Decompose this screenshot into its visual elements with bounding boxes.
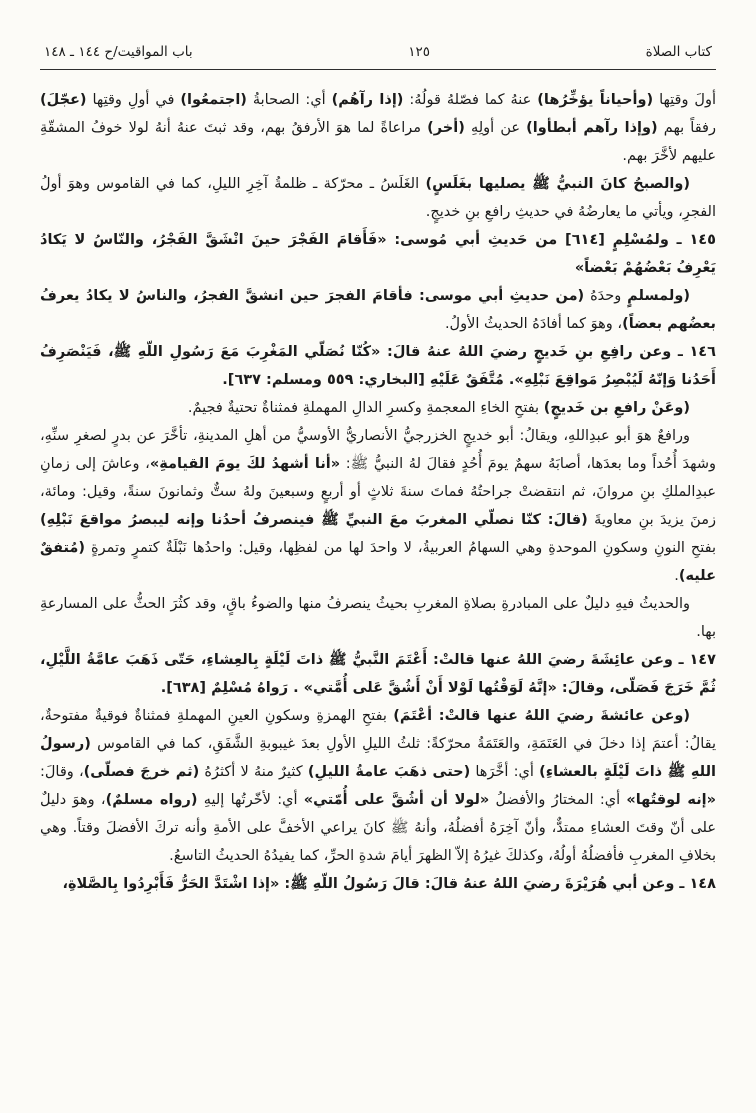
paragraph: [40, 394, 716, 422]
commentary-text-run: وحدَهُ: [584, 288, 628, 304]
commentary-text-run: رفقاً بهم: [657, 120, 716, 136]
body-text: [40, 86, 716, 898]
hadith-text-run: (والصبحُ كانَ النبيُّ ﷺ يصليها بغَلَسٍ): [425, 176, 690, 192]
paragraph: [40, 590, 716, 646]
commentary-text-run: .: [674, 568, 679, 584]
commentary-text-run: والحديثُ فيهِ دليلٌ على المبادرةِ بصلاةِ المغربِ بحيثُ ينصرفُ منها والضوءُ باقٍ، وقد كثُرَ الحثُّ على المسارعةِ بها.: [40, 596, 716, 640]
paragraph: [40, 422, 716, 590]
commentary-text-run: أولَ وقتِها: [653, 92, 717, 108]
hadith-text-run: «أنا أشهدُ لكَ يومَ القيامةِ»: [149, 456, 341, 472]
hadith-text-run: (إذا رآهُم): [331, 92, 404, 108]
paragraph: [40, 282, 716, 338]
commentary-text-run: عن أولِهِ: [464, 120, 527, 136]
book-title: كتاب الصلاة: [645, 44, 712, 60]
hadith-text-run: (من حديثِ أبي موسى: فأقامَ الفجرَ حين انشقَّ الفجرُ، والناسُ لا يكادُ يعرفُ بعضُهم بعضاً): [40, 288, 716, 332]
paragraph: [40, 86, 716, 170]
commentary-text-run: كثيرٌ منهُ لا أكثرُهُ: [199, 764, 308, 780]
hadith-text-run: «إنه لوقتُها»: [626, 792, 716, 808]
hadith-text-run: (مُتفقٌ عليه): [40, 540, 716, 584]
commentary-text-run: أي: الصحابةُ: [246, 92, 332, 108]
hadith-text-run: (رواه مسلمٌ): [105, 792, 198, 808]
commentary-text-run: ، وقالَ:: [40, 764, 84, 780]
hadith-text-run: (رسولُ اللهِ ﷺ ذاتَ لَيْلَةٍ بالعشاءِ): [40, 736, 716, 780]
commentary-text-run: أي: لأخّرتُها إليهِ: [197, 792, 304, 808]
page-header: [40, 44, 716, 70]
commentary-text-run: بفتحِ النونِ وسكونِ الموحدةِ وهي السهامُ العربيةُ، لا واحدَ لها من لفظِها، وقيل: واحدُها نَبْلَةٌ كتمرٍ وتمرةٍ: [85, 540, 716, 556]
commentary-text-run: ، وهوَ دليلٌ على أنّ وقتَ العشاءِ ممتدٌّ، وأنّ آخِرَهُ أفضلُهُ، وأنهُ ﷺ كانَ يراعي الأخفَّ على الأمةِ وأنه تركَ الأفضلَ وقتاً. وهي بخلافِ المغربِ فأفضلُهُ أولُهُ، وكذلكَ غيرُهُ إلاّ الظهرَ أيامَ شدةِ الحرِّ، كما يفيدُهُ الحديثُ التاسعُ.: [40, 792, 716, 864]
chapter-title: باب المواقيت/ح ١٤٤ ـ ١٤٨: [44, 44, 193, 60]
page-number: ١٢٥: [408, 44, 431, 60]
hadith-text-run: ١٤٨ ـ وعن أبي هُرَيْرَةَ رضيَ اللهُ عنهُ قالَ: قالَ رَسُولُ اللّهِ ﷺ: «إذا اشْتَدَّ الحَرُّ فَأَبْرِدُوا بِالصَّلاةِ،: [62, 876, 716, 892]
hadith-text-run: (ثم خرجَ فصلّى): [83, 764, 200, 780]
commentary-text-run: عنهُ كما فصّلهُ قولُهُ:: [403, 92, 538, 108]
paragraph: [40, 870, 716, 898]
hadith-text-run: ١٤٥ ـ ولمُسْلِمٍ [٦١٤] من حَديثِ أبي مُوسى: «فَأَقامَ الفَجْرَ حينَ انْشَقَّ الفَجْرُ، والنّاسُ لا يَكادُ يَعْرِفُ بَعْضُهُمْ بَعْضاً»: [40, 232, 716, 276]
hadith-text-run: (حتى ذهَبَ عامةُ الليلِ): [307, 764, 471, 780]
commentary-text-run: في أولِ وقتِها: [86, 92, 181, 108]
commentary-text-run: الغَلَسُ ـ محرّكة ـ ظلمةُ آخِرِ الليلِ، كما في القاموس وهوَ أولُ الفجرِ، ويأتي ما يعارضُهُ في حديثِ رافعِ بنِ خديجٍ.: [40, 176, 716, 220]
commentary-text-run: أي: أخَّرَها: [470, 764, 540, 780]
paragraph: [40, 170, 716, 226]
hadith-text-run: ١٤٧ ـ وعن عائِشَةَ رضيَ اللهُ عنها قالتْ: أَعْتَمَ النَّبيُّ ﷺ ذاتَ لَيْلَةٍ بِالعِشاءِ، حَتّى ذَهَبَ عامَّةُ اللَّيْلِ، ثُمَّ خَرَجَ فَصَلّى، وقالَ: «إنَّهُ لَوَقْتُها لَوْلا أَنْ أَشُقَّ عَلى أُمَّتي» . رَواهُ مُسْلِمٌ [٦٣٨].: [40, 652, 716, 696]
hadith-text-run: «لولا أن أشُقَّ على أُمّتي»: [303, 792, 490, 808]
commentary-text-run: بفتحِ الهمزةِ وسكونِ العينِ المهملةِ فمثناةٌ فوقيةٌ مفتوحةٌ، يقالُ: أعتمَ إذا دخلَ في العَتَمَةِ، والعَتَمَةُ محرّكةً: ثلثُ الليلِ الأولِ بعدَ غيبوبةِ الشَّفَقِ، كما في القاموس: [40, 708, 716, 752]
commentary-text-run: بفتحِ الخاءِ المعجمةِ وكسرِ الدالِ المهملةِ فمثناةٌ تحتيةٌ فجيمٌ.: [187, 400, 544, 416]
hadith-text-run: (وعن عائشةَ رضيَ اللهُ عنها قالتْ: أعْتَمَ): [393, 708, 690, 724]
hadith-text-run: (قالَ: كنّا نصلّي المغربَ معَ النبيِّ ﷺ فينصرفُ أحدُنا وإنه ليبصرُ مواقعَ نَبْلِهِ): [40, 512, 588, 528]
hadith-text-run: ١٤٦ ـ وعن رافِعِ بنِ خَديجٍ رضيَ اللهُ عنهُ قالَ: «كُنّا نُصَلّي المَغْرِبَ مَعَ رَسُولِ اللّهِ ﷺ، فَيَنْصَرِفُ أَحَدُنا وَإنّهُ لَيُبْصِرُ مَواقِعَ نَبْلِهِ». مُتَّفَقٌ عَلَيْهِ [البخاري: ٥٥٩ ومسلم: ٦٣٧].: [40, 344, 716, 388]
hadith-text-run: (وأحياناً يؤخِّرُها): [537, 92, 654, 108]
hadith-text-run: (اجتمعُوا): [180, 92, 247, 108]
commentary-text-run: مراعاةً لما هوَ الأرفقُ بهم، وقد ثبتَ عنهُ أنهُ لولا خوفُ المشقّةِ عليهم لأخَّرَ بهم.: [40, 120, 716, 164]
commentary-text-run: ، وعاشَ إلى زمانِ عبدِالملكِ بنِ مروانَ، ثم انتقضتْ جراحتُهُ فماتَ سنةَ ثلاثٍ أو أربعٍ وسبعينَ ولهُ ستٌّ وثمانونَ سنةً، وقيل: ومائة، زمنَ يزيدَ بنِ معاويةَ: [40, 456, 716, 528]
hadith-text-run: (وإذا رآهم أبطأوا): [526, 120, 658, 136]
hadith-text-run: (أخر): [427, 120, 465, 136]
commentary-text-run: ورافعٌ هوَ أبو عبدِاللهِ، ويقالُ: أبو خديجٍ الخزرجيُّ الأنصاريُّ الأوسيُّ من أهلِ المدينةِ، تأخَّرَ عن بدرٍ لصغرِ سنِّهِ، وشهدَ أُحُداً وما بعدَها، أصابَهُ سهمٌ يومَ أُحُدٍ فقالَ لهُ النبيُّ ﷺ:: [40, 428, 716, 472]
commentary-text-run: ، وهوَ كما أفادَهُ الحديثُ الأولُ.: [444, 316, 623, 332]
hadith-text-run: (وعَنْ رافعِ بن خَديجٍ): [543, 400, 690, 416]
paragraph: [40, 702, 716, 870]
paragraph: [40, 226, 716, 282]
hadith-text-run: (عجّلَ): [40, 92, 87, 108]
commentary-text-run: أي: المختارُ والأفضلُ: [489, 792, 627, 808]
paragraph: [40, 338, 716, 394]
hadith-text-run: (ولمسلمٍ: [627, 288, 690, 304]
paragraph: [40, 646, 716, 702]
